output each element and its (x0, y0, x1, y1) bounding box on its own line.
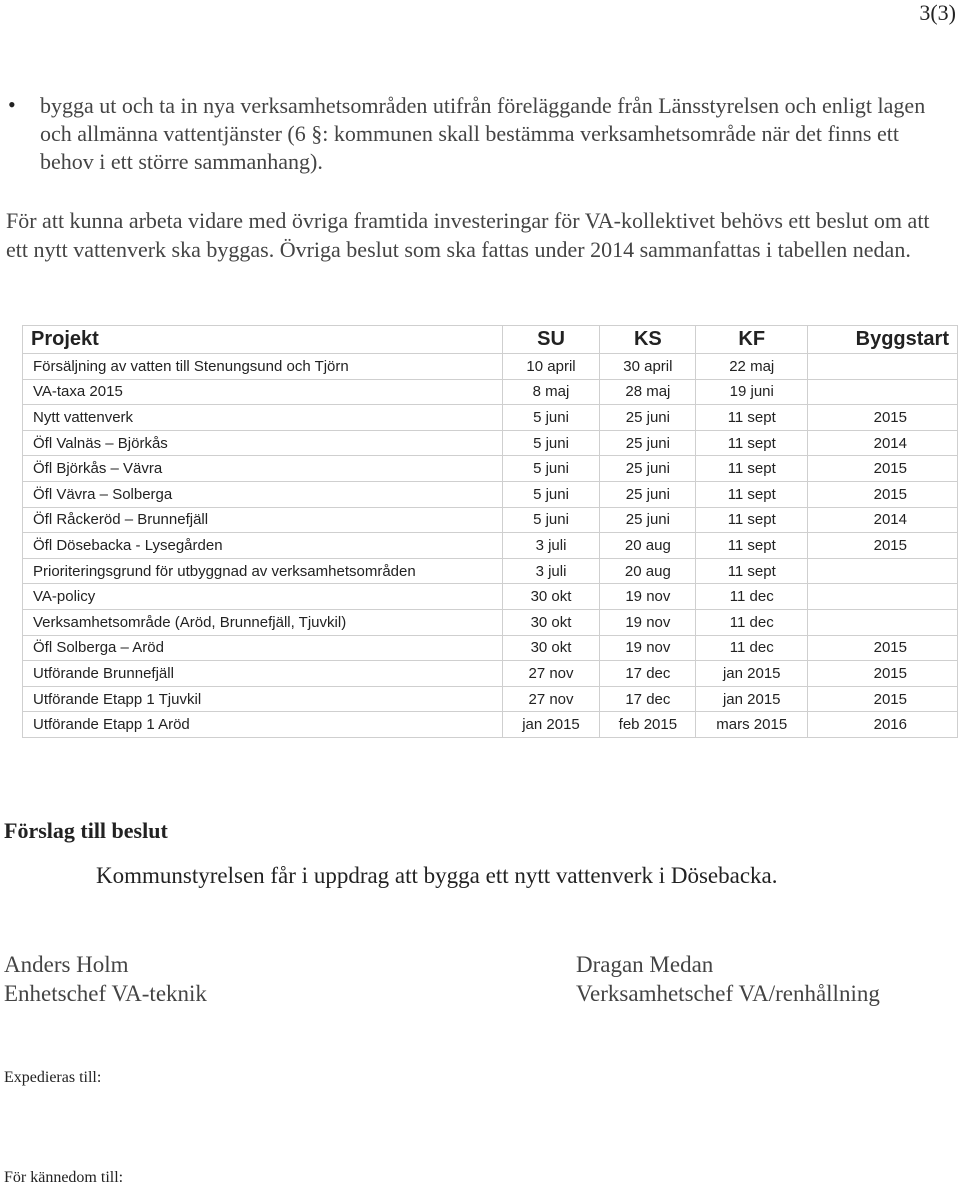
cell-kf: 11 sept (696, 507, 808, 533)
cell-su: 10 april (502, 354, 600, 380)
cell-projekt: Nytt vattenverk (23, 405, 503, 431)
signature-right-title: Verksamhetschef VA/renhållning (576, 981, 880, 1006)
header-ks: KS (600, 326, 696, 354)
cell-byggstart: 2015 (808, 661, 958, 687)
signature-right-name: Dragan Medan (576, 952, 714, 977)
intro-paragraph: För att kunna arbeta vidare med övriga framtida investeringar för VA-kollektivet behövs ett beslut om att ett nytt vattenverk ska byggas. Övriga beslut som ska fattas under 2014 sammanfattas i tabellen nedan. (6, 208, 930, 262)
proposal-heading: Förslag till beslut (4, 818, 168, 843)
cell-byggstart: 2015 (808, 405, 958, 431)
cell-projekt: Verksamhetsområde (Aröd, Brunnefjäll, Tjuvkil) (23, 609, 503, 635)
bullet-item (8, 92, 953, 176)
cell-kf: 11 sept (696, 533, 808, 559)
cell-ks: 19 nov (600, 609, 696, 635)
table-row (23, 635, 958, 661)
table-body (23, 354, 958, 738)
cell-projekt: Öfl Vävra – Solberga (23, 481, 503, 507)
cell-projekt: Försäljning av vatten till Stenungsund och Tjörn (23, 354, 503, 380)
cell-kf: 22 maj (696, 354, 808, 380)
cell-projekt: Prioriteringsgrund för utbyggnad av verksamhetsområden (23, 558, 503, 584)
cell-kf: 19 juni (696, 379, 808, 405)
cell-su: 3 juli (502, 533, 600, 559)
cell-su: 27 nov (502, 661, 600, 687)
cell-ks: 17 dec (600, 686, 696, 712)
table-row (23, 584, 958, 610)
cell-kf: 11 sept (696, 481, 808, 507)
table-row (23, 533, 958, 559)
cell-su: 30 okt (502, 584, 600, 610)
cell-ks: 28 maj (600, 379, 696, 405)
cell-kf: 11 dec (696, 584, 808, 610)
cell-byggstart: 2015 (808, 533, 958, 559)
cell-projekt: Utförande Etapp 1 Tjuvkil (23, 686, 503, 712)
cell-su: 27 nov (502, 686, 600, 712)
cell-ks: 25 juni (600, 430, 696, 456)
table-row (23, 379, 958, 405)
page-number: 3(3) (919, 0, 956, 25)
expedieras-label: Expedieras till: (4, 1069, 102, 1086)
table-row (23, 661, 958, 687)
cell-byggstart (808, 584, 958, 610)
cell-byggstart (808, 609, 958, 635)
table-row (23, 712, 958, 738)
cell-ks: 25 juni (600, 507, 696, 533)
header-byggstart: Byggstart (808, 326, 958, 354)
cell-kf: 11 sept (696, 456, 808, 482)
table-row (23, 558, 958, 584)
cell-kf: 11 sept (696, 405, 808, 431)
cell-ks: 20 aug (600, 558, 696, 584)
table-row (23, 354, 958, 380)
cell-projekt: VA-policy (23, 584, 503, 610)
cell-byggstart (808, 354, 958, 380)
header-kf: KF (696, 326, 808, 354)
signature-left (4, 950, 207, 1008)
cell-byggstart: 2014 (808, 430, 958, 456)
cell-kf: 11 sept (696, 558, 808, 584)
cell-su: jan 2015 (502, 712, 600, 738)
cell-kf: jan 2015 (696, 661, 808, 687)
cell-projekt: VA-taxa 2015 (23, 379, 503, 405)
cell-ks: 25 juni (600, 456, 696, 482)
kannedom-label: För kännedom till: (4, 1169, 124, 1186)
cell-projekt: Utförande Brunnefjäll (23, 661, 503, 687)
table-row (23, 686, 958, 712)
bullet-dot-icon: • (8, 92, 16, 117)
cell-su: 3 juli (502, 558, 600, 584)
cell-su: 5 juni (502, 456, 600, 482)
cell-projekt: Öfl Solberga – Aröd (23, 635, 503, 661)
cell-projekt: Öfl Valnäs – Björkås (23, 430, 503, 456)
cell-su: 5 juni (502, 405, 600, 431)
cell-su: 5 juni (502, 507, 600, 533)
cell-ks: 25 juni (600, 405, 696, 431)
cell-su: 30 okt (502, 609, 600, 635)
cell-projekt: Öfl Råckeröd – Brunnefjäll (23, 507, 503, 533)
cell-kf: 11 sept (696, 430, 808, 456)
header-su: SU (502, 326, 600, 354)
cell-su: 8 maj (502, 379, 600, 405)
cell-projekt: Utförande Etapp 1 Aröd (23, 712, 503, 738)
cell-byggstart: 2015 (808, 481, 958, 507)
cell-byggstart (808, 379, 958, 405)
cell-byggstart: 2015 (808, 456, 958, 482)
table-row (23, 456, 958, 482)
table-row (23, 481, 958, 507)
cell-su: 30 okt (502, 635, 600, 661)
cell-byggstart: 2014 (808, 507, 958, 533)
proposal-text: Kommunstyrelsen får i uppdrag att bygga ett nytt vattenverk i Dösebacka. (96, 863, 778, 888)
cell-kf: 11 dec (696, 635, 808, 661)
table-row (23, 405, 958, 431)
cell-ks: 30 april (600, 354, 696, 380)
cell-ks: 20 aug (600, 533, 696, 559)
cell-ks: feb 2015 (600, 712, 696, 738)
cell-ks: 17 dec (600, 661, 696, 687)
cell-projekt: Öfl Dösebacka - Lysegården (23, 533, 503, 559)
cell-projekt: Öfl Björkås – Vävra (23, 456, 503, 482)
cell-byggstart: 2015 (808, 686, 958, 712)
signature-right (576, 950, 880, 1008)
header-projekt: Projekt (23, 326, 503, 354)
cell-ks: 19 nov (600, 635, 696, 661)
table-header-row (23, 326, 958, 354)
signature-left-title: Enhetschef VA-teknik (4, 981, 207, 1006)
cell-ks: 19 nov (600, 584, 696, 610)
table-row (23, 507, 958, 533)
cell-ks: 25 juni (600, 481, 696, 507)
cell-su: 5 juni (502, 430, 600, 456)
cell-byggstart: 2016 (808, 712, 958, 738)
signature-left-name: Anders Holm (4, 952, 129, 977)
cell-byggstart (808, 558, 958, 584)
cell-kf: jan 2015 (696, 686, 808, 712)
cell-byggstart: 2015 (808, 635, 958, 661)
table-row (23, 609, 958, 635)
bullet-text: bygga ut och ta in nya verksamhetsområden utifrån föreläggande från Länsstyrelsen och enligt lagen och allmänna vattentjänster (6 §: kommunen skall bestämma verksamhetsområde när det finns ett behov i ett större sammanhang). (40, 93, 926, 174)
cell-kf: 11 dec (696, 609, 808, 635)
cell-kf: mars 2015 (696, 712, 808, 738)
decision-schedule-table (22, 325, 958, 738)
cell-su: 5 juni (502, 481, 600, 507)
table-row (23, 430, 958, 456)
